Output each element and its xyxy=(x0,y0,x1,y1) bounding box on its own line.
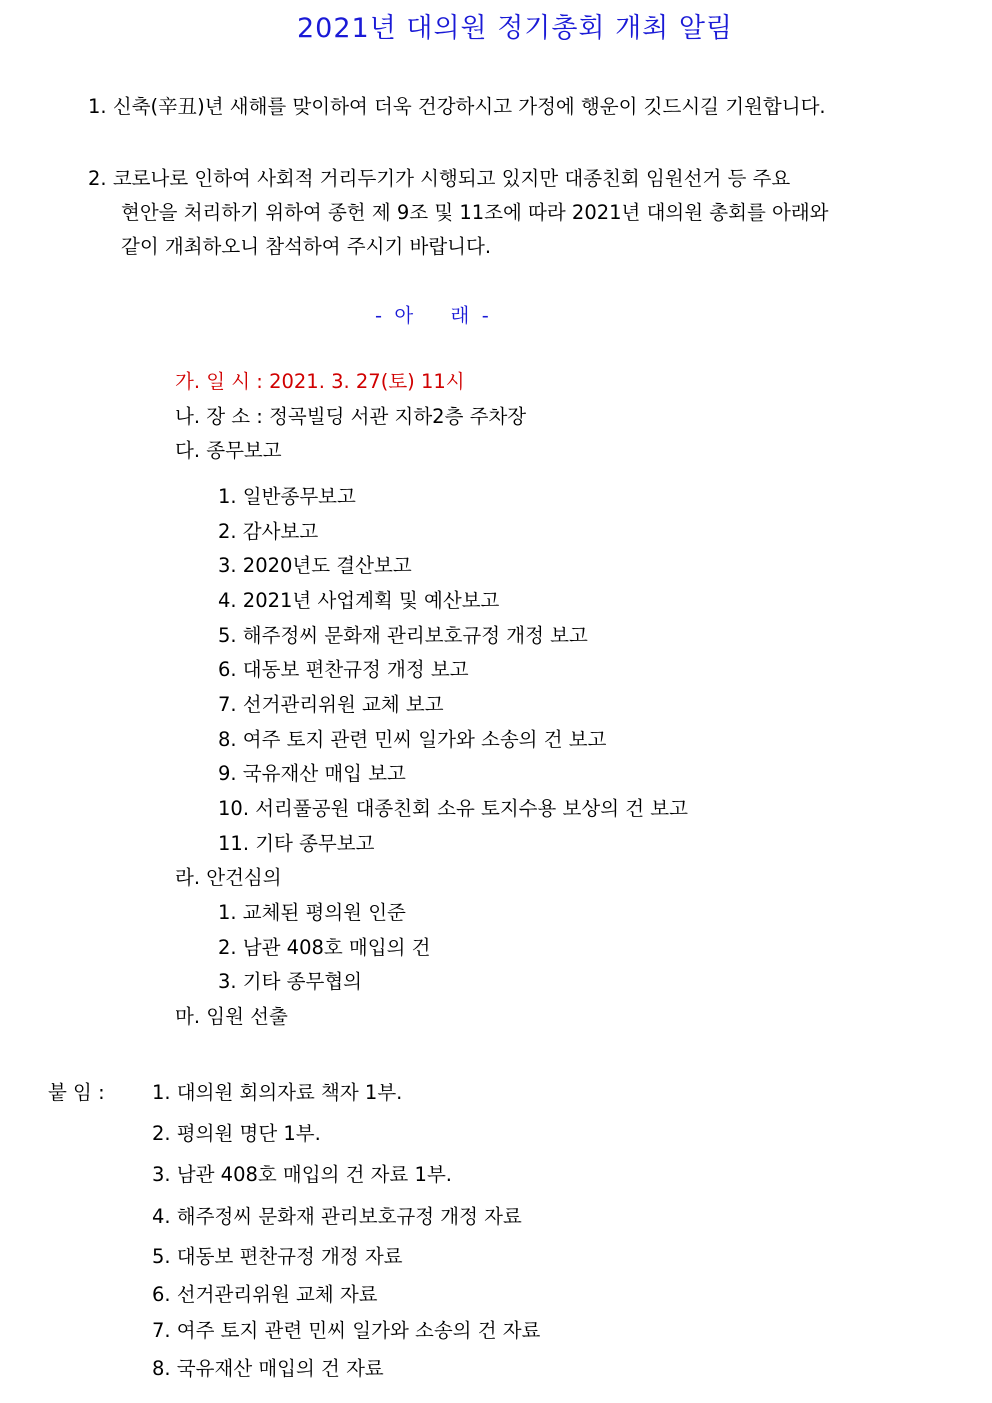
paragraph-1 xyxy=(88,90,948,124)
paragraph-2-line-2: 현안을 처리하기 위하여 종헌 제 9조 및 11조에 따라 2021년 대의원 총회를 아래와 xyxy=(121,201,829,224)
report-item-10: 10. 서리풀공원 대종친회 소유 토지수용 보상의 건 보고 xyxy=(218,797,688,820)
document-title: 2021년 대의원 정기총회 개최 알림 xyxy=(296,13,734,44)
report-heading: 다. 종무보고 xyxy=(175,439,282,462)
report-item-8: 8. 여주 토지 관련 민씨 일가와 소송의 건 보고 xyxy=(218,728,607,751)
report-item-9: 9. 국유재산 매입 보고 xyxy=(218,762,406,785)
agenda-item-1: 1. 교체된 평의원 인준 xyxy=(218,901,406,924)
notice-heading: - 아 래 - xyxy=(375,304,489,327)
report-item-11: 11. 기타 종무보고 xyxy=(218,832,375,855)
attachment-item-1: 1. 대의원 회의자료 책자 1부. xyxy=(152,1081,403,1104)
attachment-item-6: 6. 선거관리위원 교체 자료 xyxy=(152,1283,378,1306)
paragraph-1-number: 1. xyxy=(88,95,107,118)
report-item-4: 4. 2021년 사업계획 및 예산보고 xyxy=(218,589,500,612)
date-line: 가. 일 시 : 2021. 3. 27(토) 11시 xyxy=(175,370,465,393)
paragraph-2-line-3: 같이 개최하오니 참석하여 주시기 바랍니다. xyxy=(121,235,492,258)
paragraph-2 xyxy=(88,162,948,264)
attachment-item-8: 8. 국유재산 매입의 건 자료 xyxy=(152,1357,384,1380)
election-heading: 마. 임원 선출 xyxy=(175,1005,288,1028)
attachment-item-3: 3. 남관 408호 매입의 건 자료 1부. xyxy=(152,1163,452,1186)
paragraph-1-text: 신축(辛丑)년 새해를 맞이하여 더욱 건강하시고 가정에 행운이 깃드시길 기원합니다. xyxy=(112,95,826,118)
report-item-2: 2. 감사보고 xyxy=(218,520,319,543)
attachment-item-2: 2. 평의원 명단 1부. xyxy=(152,1122,321,1145)
report-item-7: 7. 선거관리위원 교체 보고 xyxy=(218,693,444,716)
attachment-item-4: 4. 해주정씨 문화재 관리보호규정 개정 자료 xyxy=(152,1205,522,1228)
paragraph-2-number: 2. xyxy=(88,167,107,190)
agenda-heading: 라. 안건심의 xyxy=(175,866,282,889)
agenda-item-2: 2. 남관 408호 매입의 건 xyxy=(218,936,431,959)
report-item-6: 6. 대동보 편찬규정 개정 보고 xyxy=(218,658,469,681)
report-item-1: 1. 일반종무보고 xyxy=(218,485,356,508)
paragraph-2-line-1: 코로나로 인하여 사회적 거리두기가 시행되고 있지만 대종친회 임원선거 등 주요 xyxy=(112,167,791,190)
attachment-item-5: 5. 대동보 편찬규정 개정 자료 xyxy=(152,1245,403,1268)
report-item-5: 5. 해주정씨 문화재 관리보호규정 개정 보고 xyxy=(218,624,588,647)
agenda-item-3: 3. 기타 종무협의 xyxy=(218,970,363,993)
report-item-3: 3. 2020년도 결산보고 xyxy=(218,554,412,577)
attachments-label: 붙 임 : xyxy=(48,1081,105,1104)
attachment-item-7: 7. 여주 토지 관련 민씨 일가와 소송의 건 자료 xyxy=(152,1319,541,1342)
location-line: 나. 장 소 : 정곡빌딩 서관 지하2층 주차장 xyxy=(175,405,527,428)
